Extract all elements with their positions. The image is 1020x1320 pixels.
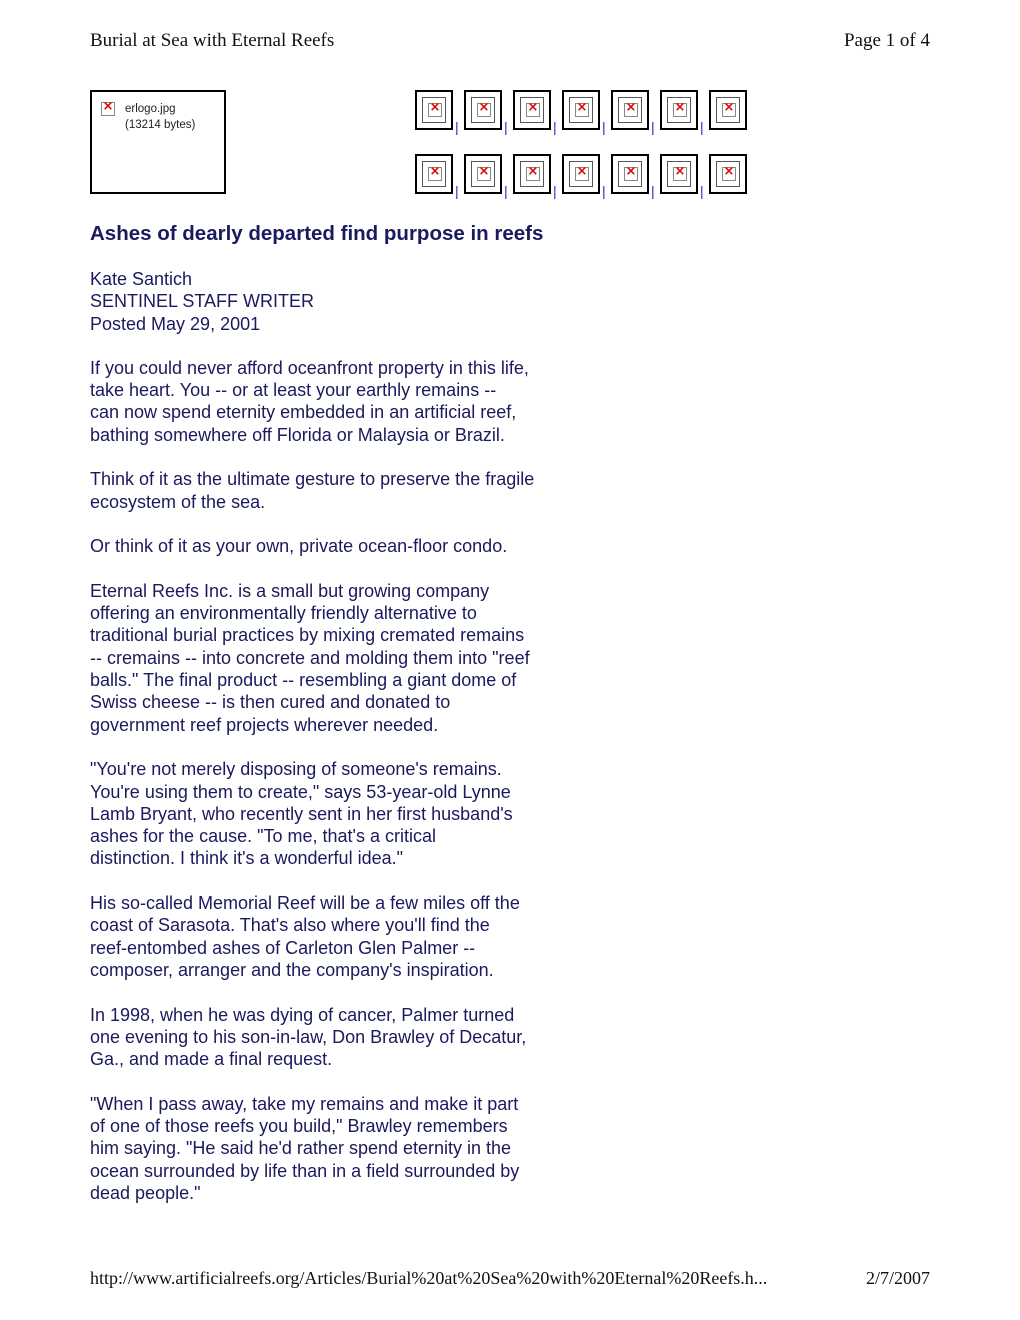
paragraph-line: If you could never afford oceanfront property in this life, [90,357,529,378]
article-paragraph [90,892,610,981]
broken-image-icon [477,167,491,181]
paragraph-line: Swiss cheese -- is then cured and donated to [90,692,451,713]
nav-image-button[interactable] [513,154,551,194]
paragraph-line: traditional burial practices by mixing cremated remains [90,625,525,646]
broken-image-icon [526,103,540,117]
paragraph-line: of one of those reefs you build," Brawley remembers [90,1115,508,1136]
nav-image-button[interactable] [709,154,747,194]
article-paragraph [90,1093,610,1204]
article-paragraph [90,535,610,557]
nav-image-button[interactable] [562,154,600,194]
broken-image-icon [722,103,736,117]
paragraph-line: can now spend eternity embedded in an artificial reef, [90,402,517,423]
article [90,222,610,1226]
nav-separator: | [602,119,606,135]
paragraph-line: ocean surrounded by life than in a field surrounded by [90,1160,520,1181]
broken-image-icon [673,103,687,117]
nav-image-button[interactable] [660,90,698,130]
nav-separator: | [700,183,704,199]
paragraph-line: Lamb Bryant, who recently sent in her first husband's [90,803,513,824]
paragraph-line: Ga., and made a final request. [90,1049,333,1070]
nav-separator: | [700,119,704,135]
broken-image-icon [526,167,540,181]
paragraph-line: ecosystem of the sea. [90,491,266,512]
author-title: SENTINEL STAFF WRITER [90,291,315,312]
paragraph-line: him saying. "He said he'd rather spend eternity in the [90,1138,512,1159]
article-headline: Ashes of dearly departed find purpose in reefs [90,222,544,245]
nav-image-button[interactable] [464,154,502,194]
nav-image-button[interactable] [611,154,649,194]
page-header-title: Burial at Sea with Eternal Reefs [90,30,335,51]
logo-size: (13214 bytes) [125,119,196,131]
nav-image-button[interactable] [611,90,649,130]
paragraph-line: offering an environmentally friendly alternative to [90,603,477,624]
broken-image-icon [101,102,115,116]
broken-image-icon [624,103,638,117]
paragraph-line: "When I pass away, take my remains and make it part [90,1093,519,1114]
nav-separator: | [455,183,459,199]
broken-image-icon [477,103,491,117]
broken-image-icon [624,167,638,181]
paragraph-line: "You're not merely disposing of someone's remains. [90,759,502,780]
article-body [90,357,610,1204]
nav-image-button[interactable] [562,90,600,130]
nav-image-button[interactable] [660,154,698,194]
paragraph-line: His so-called Memorial Reef will be a few miles off the [90,893,520,914]
nav-separator: | [602,183,606,199]
nav-separator: | [504,183,508,199]
paragraph-line: coast of Sarasota. That's also where you'll find the [90,915,490,936]
posted-date: Posted May 29, 2001 [90,313,261,334]
nav-separator: | [651,119,655,135]
paragraph-line: distinction. I think it's a wonderful idea." [90,848,403,869]
author-name: Kate Santich [90,269,193,289]
nav-image-button[interactable] [464,90,502,130]
paragraph-line: dead people." [90,1182,201,1203]
nav-separator: | [504,119,508,135]
article-paragraph [90,357,610,446]
broken-image-icon [575,103,589,117]
paragraph-line: government reef projects wherever needed. [90,714,439,735]
nav-separator: | [553,183,557,199]
broken-image-icon [673,167,687,181]
nav-image-button[interactable] [513,90,551,130]
article-paragraph [90,1004,610,1071]
paragraph-line: ashes for the cause. "To me, that's a critical [90,826,436,847]
paragraph-line: Or think of it as your own, private ocean-floor condo. [90,536,508,557]
article-paragraph [90,468,610,513]
logo-filename: erlogo.jpg [125,103,176,115]
nav-image-button[interactable] [415,90,453,130]
paragraph-line: Eternal Reefs Inc. is a small but growing company [90,580,490,601]
broken-image-icon [722,167,736,181]
paragraph-line: In 1998, when he was dying of cancer, Palmer turned [90,1004,515,1025]
footer-url: http://www.artificialreefs.org/Articles/Burial%20at%20Sea%20with%20Eternal%20Reefs.h... [90,1268,768,1288]
footer-date: 2/7/2007 [865,1268,930,1288]
byline [90,268,610,335]
logo-image-placeholder [90,90,226,194]
article-paragraph [90,758,610,869]
nav-separator: | [651,183,655,199]
paragraph-line: Think of it as the ultimate gesture to preserve the fragile [90,469,535,490]
paragraph-line: -- cremains -- into concrete and molding them into "reef [90,647,530,668]
paragraph-line: reef-entombed ashes of Carleton Glen Palmer -- [90,937,476,958]
paragraph-line: bathing somewhere off Florida or Malaysia or Brazil. [90,424,505,445]
nav-image-button[interactable] [415,154,453,194]
paragraph-line: one evening to his son-in-law, Don Brawley of Decatur, [90,1026,527,1047]
page-number: Page 1 of 4 [843,30,930,51]
article-paragraph [90,580,610,736]
broken-image-icon [428,103,442,117]
nav-separator: | [553,119,557,135]
paragraph-line: composer, arranger and the company's inspiration. [90,959,494,980]
nav-separator: | [455,119,459,135]
paragraph-line: balls." The final product -- resembling a giant dome of [90,670,517,691]
broken-image-icon [575,167,589,181]
paragraph-line: take heart. You -- or at least your earthly remains -- [90,380,497,401]
broken-image-icon [428,167,442,181]
nav-image-button[interactable] [709,90,747,130]
paragraph-line: You're using them to create," says 53-year-old Lynne [90,781,511,802]
